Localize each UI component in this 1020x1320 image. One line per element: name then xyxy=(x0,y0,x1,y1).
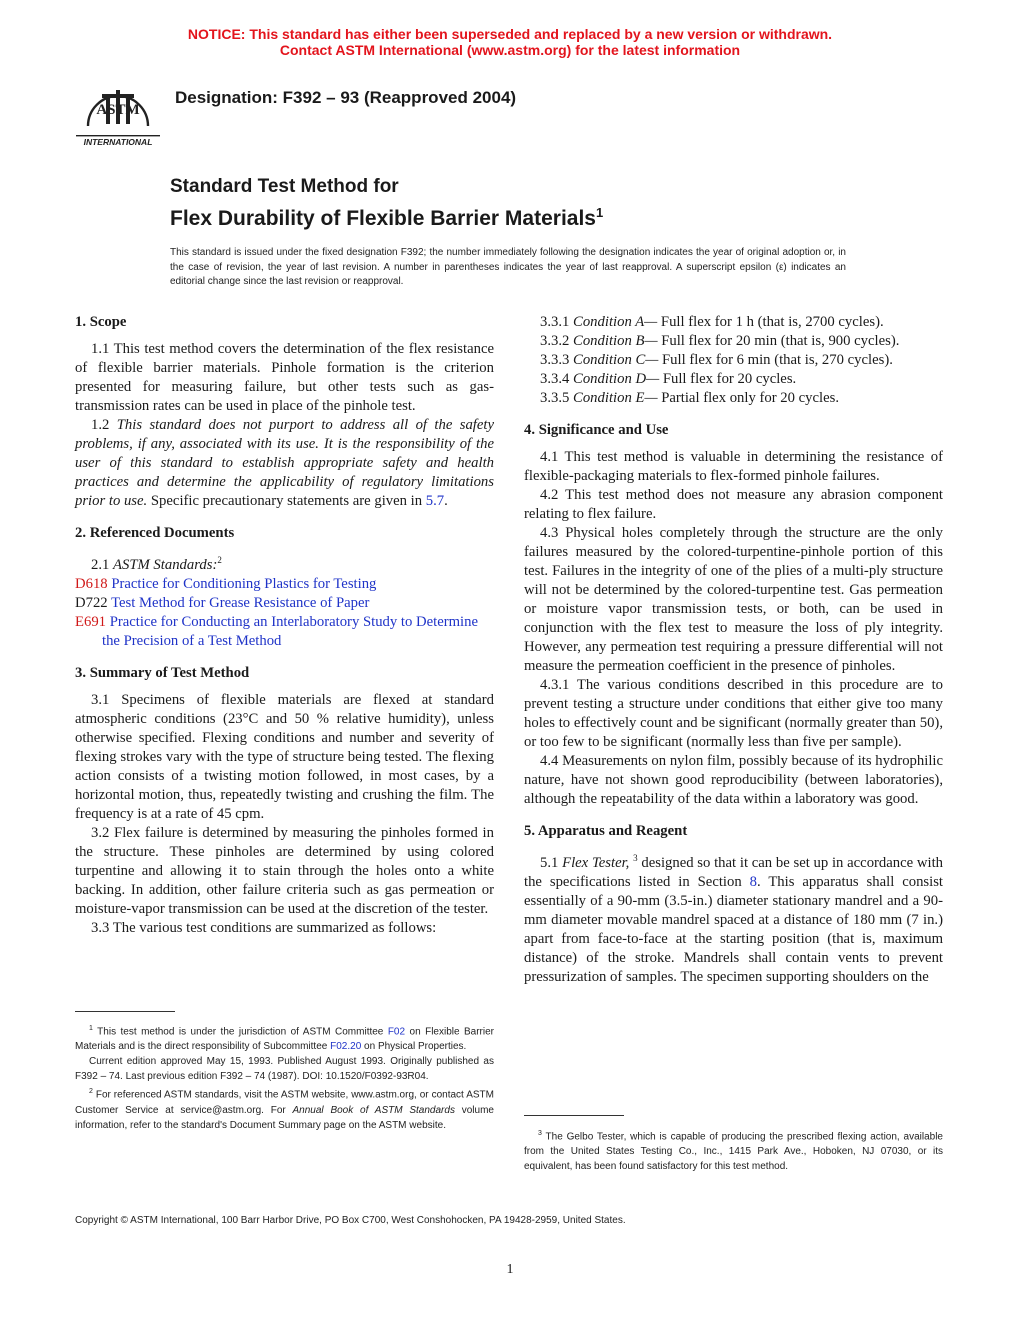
link-committee-f02[interactable]: F02 xyxy=(387,1026,406,1038)
condition-e-label: Condition E— xyxy=(573,390,658,406)
paragraph-1-2-tail: Specific precautionary statements are given in xyxy=(150,493,423,509)
condition-a-text: Full flex for 1 h (that is, 2700 cycles). xyxy=(660,314,884,330)
footnote-1-mark: 1 xyxy=(89,1025,93,1032)
condition-b-num: 3.3.2 xyxy=(540,333,570,349)
paragraph-4-4: 4.4 Measurements on nylon film, possibly because of its hydrophilic nature, have not shown good reproducibility (between laboratories), although the repeatability of the data within a laboratory was good. xyxy=(524,753,943,807)
footnote-2-mark: 2 xyxy=(89,1088,93,1096)
condition-a-num: 3.3.1 xyxy=(540,314,570,330)
logo-text: ASTM xyxy=(96,102,140,118)
condition-b-label: Condition B— xyxy=(573,333,658,349)
reference-item-e691 xyxy=(75,613,494,651)
condition-d-num: 3.3.4 xyxy=(540,371,570,387)
footnote-2-text-b: volume information, refer to the standard's Document Summary page on the ASTM website. xyxy=(75,1104,494,1131)
paragraph-5-1 xyxy=(524,849,943,987)
paragraph-1-2-end: . xyxy=(444,493,448,509)
paragraph-1-2-num: 1.2 xyxy=(91,417,110,433)
paragraph-1-2 xyxy=(75,416,494,511)
condition-a-label: Condition A— xyxy=(573,314,658,330)
footnote-2-text-a: For referenced ASTM standards, visit the ASTM website, www.astm.org, or contact ASTM Customer Service at service@astm.org. For xyxy=(75,1089,494,1116)
link-section-5-7[interactable]: 5.7 xyxy=(425,493,445,509)
logo-subtext: INTERNATIONAL xyxy=(83,137,153,147)
section-heading-referenced-documents: 2. Referenced Documents xyxy=(75,525,235,541)
section-heading-significance: 4. Significance and Use xyxy=(524,422,669,438)
superseded-notice xyxy=(0,26,1020,58)
footnote-right xyxy=(524,1126,943,1174)
link-section-8[interactable]: 8 xyxy=(749,873,757,890)
paragraph-3-1: 3.1 Specimens of flexible materials are flexed at standard atmospheric conditions (23°C and 50 % relative humidity), unless otherwise specified. Flexing conditions and number and severity of flexing strokes vary with the type of structure being tested. The flexing action consists of a twisting motion followed, in most cases, by a horizontal motion, thus, repeatedly twisting and crushing the film. The frequency is at a rate of 45 cpm. xyxy=(75,691,494,822)
condition-c-text: Full flex for 6 min (that is, 270 cycles). xyxy=(662,352,893,368)
condition-e-text: Partial flex only for 20 cycles. xyxy=(661,390,840,406)
paragraph-4-3-1: 4.3.1 The various conditions described in this procedure are to prevent testing a structure under conditions that either give too many holes to effectively count and be significant (normally greater than 50), or too few to be significant (normally less than five per sample). xyxy=(524,677,943,750)
condition-b xyxy=(524,332,943,351)
title-line-2 xyxy=(170,199,603,233)
section-heading-summary: 3. Summary of Test Method xyxy=(75,664,250,681)
issue-note: This standard is issued under the fixed designation F392; the number immediately following the designation indicates the year of original adoption or, in the case of revision, the year of last revision. A number in parentheses indicates the year of last reapproval. A superscript epsilon (ε) indicates an editorial change since the last revision or reapproval. xyxy=(170,247,846,287)
reference-code-e691[interactable]: E691 xyxy=(75,613,107,630)
condition-d-label: Condition D— xyxy=(573,371,660,387)
footnote-2-italic: Annual Book of ASTM Standards xyxy=(292,1104,455,1116)
paragraph-3-2: 3.2 Flex failure is determined by measuring the pinholes formed in the structure. These pinholes are determined by using colored turpentine and allowing it to stain through the holes onto a white backing. In addition, other failure criteria such as gas permeation or moisture-vapor transmission can be used at the discretion of the tester. xyxy=(75,824,494,917)
footnote-1-text-c: on Physical Properties. xyxy=(364,1041,467,1053)
condition-d xyxy=(524,370,943,389)
section-heading-apparatus: 5. Apparatus and Reagent xyxy=(524,823,688,839)
footnote-2 xyxy=(75,1084,494,1132)
paragraph-2-1-num: 2.1 xyxy=(91,556,110,573)
section-heading-scope: 1. Scope xyxy=(75,314,127,330)
reference-title-d722[interactable]: Test Method for Grease Resistance of Paper xyxy=(111,594,370,611)
document-title xyxy=(170,175,603,233)
footnote-mark-3: 3 xyxy=(633,853,638,863)
footnote-mark-2: 2 xyxy=(217,555,222,565)
footnote-rule-left xyxy=(75,1011,175,1012)
paragraph-5-1-text-2: . This apparatus shall consist essentially of a 90-mm (3.5-in.) diameter stationary mandrel and a 90-mm diameter movable mandrel spaced at a distance of 180 mm (7 in.) apart from face-to-face at the starting position (that is, maximum distance) of the stroke. Mandrels shall contain vents to prevent pressurization of samples. The specimen supporting shoulders on the xyxy=(524,873,944,985)
reference-code-d618[interactable]: D618 xyxy=(75,575,108,592)
condition-c-label: Condition C— xyxy=(573,352,659,368)
astm-standards-label: ASTM Standards: xyxy=(113,556,218,573)
title-footnote-mark: 1 xyxy=(595,205,604,220)
page-number: 1 xyxy=(506,1262,514,1277)
left-column xyxy=(75,313,494,938)
designation: Designation: F392 – 93 (Reapproved 2004) xyxy=(175,88,517,107)
paragraph-1-2-italic: This standard does not purport to address all of the safety problems, if any, associated with its use. It is the responsibility of the user of this standard to establish appropriate safety and health practices and determine the applicability of regulatory limitations prior to use. xyxy=(75,417,495,509)
paragraph-1-1: 1.1 This test method covers the determination of the flex resistance of flexible barrier materials. Pinhole formation is the criterion presented for measuring failure, but other tests such as gas-transmission rates can be used in place of the pinhole test. xyxy=(75,341,494,414)
astm-logo xyxy=(72,74,164,148)
notice-line-2: Contact ASTM International (www.astm.org) for the latest information xyxy=(279,42,741,58)
condition-a xyxy=(524,313,943,332)
paragraph-4-2: 4.2 This test method does not measure any abrasion component relating to flex failure. xyxy=(524,487,943,522)
paragraph-5-1-text-1: designed so that it can be set up in accordance with the specifications listed in Section xyxy=(524,854,944,890)
footnote-3-mark: 3 xyxy=(538,1130,542,1137)
footnote-3 xyxy=(524,1126,943,1174)
title-line-2-text: Flex Durability of Flexible Barrier Materials xyxy=(170,207,596,230)
paragraph-5-1-num: 5.1 xyxy=(540,854,559,871)
paragraph-4-1: 4.1 This test method is valuable in determining the resistance of flexible-packaging materials to flex-formed pinhole failures. xyxy=(524,449,943,484)
reference-title-e691[interactable]: Practice for Conducting an Interlaboratory Study to Determine the Precision of a Test Method xyxy=(102,613,478,649)
condition-c xyxy=(524,351,943,370)
title-line-1: Standard Test Method for xyxy=(170,176,399,197)
footnote-rule-right xyxy=(524,1115,624,1116)
link-subcommittee-f02-20[interactable]: F02.20 xyxy=(330,1041,362,1053)
footnotes-left xyxy=(75,1021,494,1133)
condition-d-text: Full flex for 20 cycles. xyxy=(662,371,797,387)
reference-item-d722 xyxy=(75,594,494,613)
footnote-1 xyxy=(75,1021,494,1054)
footnote-1-edition: Current edition approved May 15, 1993. Published August 1993. Originally published as F392 – 74. Last previous edition F392 – 74 (1987). DOI: 10.1520/F0392-93R04. xyxy=(75,1056,494,1083)
condition-b-text: Full flex for 20 min (that is, 900 cycles). xyxy=(661,333,900,349)
paragraph-3-3: 3.3 The various test conditions are summarized as follows: xyxy=(91,919,437,936)
paragraph-2-1 xyxy=(75,551,494,575)
reference-item-d618 xyxy=(75,575,494,594)
reference-title-d618[interactable]: Practice for Conditioning Plastics for Testing xyxy=(111,575,377,592)
flex-tester-label: Flex Tester, xyxy=(562,854,630,871)
condition-e-num: 3.3.5 xyxy=(540,390,570,406)
notice-line-1: NOTICE: This standard has either been superseded and replaced by a new version or withdrawn. xyxy=(187,26,833,42)
reference-code-d722: D722 xyxy=(75,594,108,611)
footnote-3-text: The Gelbo Tester, which is capable of producing the prescribed flexing action, available from the United States Testing Co., Inc., 1415 Park Ave., Hoboken, NJ 07030, or its equivalent, has been found satisfactory for this test method. xyxy=(524,1131,943,1173)
footnote-1-text-a: This test method is under the jurisdiction of ASTM Committee xyxy=(97,1026,384,1038)
right-column xyxy=(524,313,943,987)
footnote-1-text-b: on Flexible Barrier Materials and is the direct responsibility of Subcommittee xyxy=(75,1026,494,1053)
condition-e xyxy=(524,389,943,408)
condition-c-num: 3.3.3 xyxy=(540,352,570,368)
paragraph-4-3: 4.3 Physical holes completely through the structure are the only failures measured by the colored-turpentine-pinhole portion of this test. Failures in the integrity of one of the plies of a multi-ply structure will not be determined by the colored-turpentine test. Gas permeation or moisture vapor transmission tests, or both, can be used in conjunction with the flex test to measure the loss of ply integrity. However, any permeation test requiring a pressure differential will not measure the permeation coefficient in the presence of pinholes. xyxy=(524,525,943,674)
copyright: Copyright © ASTM International, 100 Barr Harbor Drive, PO Box C700, West Conshohocken, PA 19428-2959, United States. xyxy=(75,1215,626,1226)
